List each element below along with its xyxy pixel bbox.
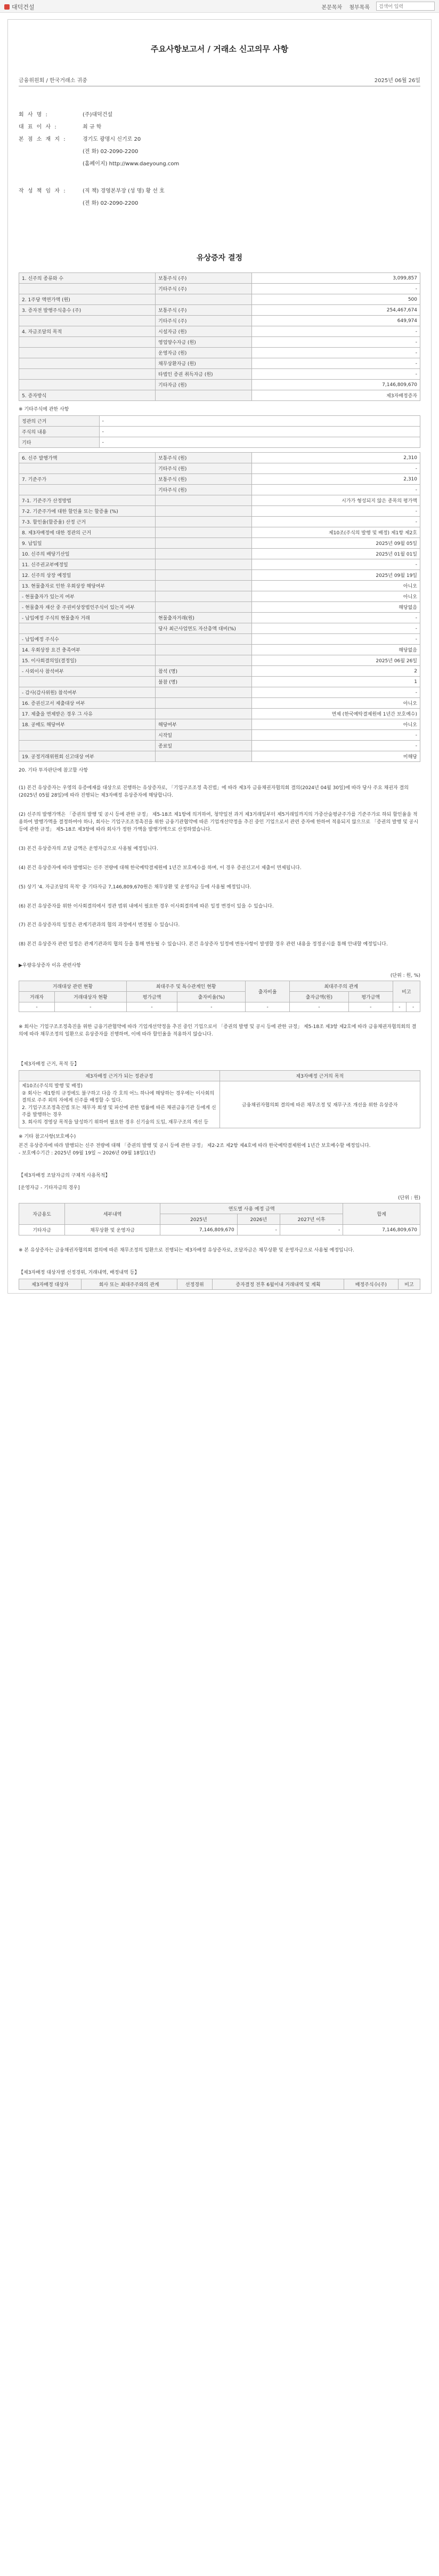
table-row <box>19 294 420 305</box>
row-label: 1. 신주의 종류와 수 <box>19 273 156 284</box>
section-title: 유상증자 결정 <box>196 254 243 262</box>
table-row <box>19 1279 420 1290</box>
other-stock-note: ※ 기타주식에 관한 사항 <box>19 407 69 412</box>
table-row <box>19 709 420 719</box>
row-sublabel: 보통주식 (원) <box>156 474 252 485</box>
info-row <box>19 157 420 169</box>
row-label <box>19 485 156 495</box>
row-value: - <box>99 427 420 437</box>
thirdparty-h: 제3자배정 근거가 되는 정관규정 <box>19 1071 220 1081</box>
row-label: 7-2. 기준주가에 대한 할인율 또는 할증율 (%) <box>19 506 156 517</box>
lockup-note: ※ 기타 참고사항(보호예수) <box>19 1134 76 1140</box>
related-table <box>19 981 420 1012</box>
table-row <box>19 305 420 316</box>
table-row <box>19 485 420 495</box>
row-sublabel <box>156 655 252 666</box>
table-row <box>19 538 420 549</box>
table-row <box>19 698 420 709</box>
table-row <box>19 687 420 698</box>
table-row <box>19 581 420 591</box>
row-value: 해당없음 <box>251 602 420 613</box>
table-row <box>19 549 420 559</box>
row-label <box>19 677 156 687</box>
report-dateline <box>19 76 420 84</box>
table-row <box>19 559 420 570</box>
related-h2: 평가금액 <box>126 992 177 1002</box>
row-sublabel <box>156 602 252 613</box>
table-cell: - <box>393 1002 407 1012</box>
row-sublabel: 타법인 증권 취득자금 (원) <box>156 369 252 380</box>
row-sublabel: 시작일 <box>156 730 252 741</box>
related-h: 출자비율 <box>246 981 290 1002</box>
funding-subtitle: [운영자금 - 기타자금의 경우] <box>19 1185 80 1191</box>
report-title: 주요사항보고서 / 거래소 신고의무 사항 <box>150 44 289 54</box>
row-value: - <box>251 326 420 337</box>
funding-h: 세부내역 <box>65 1203 160 1225</box>
row-sublabel: 기타주식 (주) <box>156 284 252 294</box>
row-sublabel <box>156 709 252 719</box>
row-sublabel <box>156 591 252 602</box>
row-sublabel <box>156 645 252 655</box>
row-value: - <box>251 517 420 527</box>
row-label <box>19 463 156 474</box>
info-value: (전 화) 02-2090-2200 <box>83 149 139 155</box>
row-value: - <box>251 369 420 380</box>
search-input[interactable] <box>376 2 435 11</box>
row-value: 7,146,809,670 <box>251 380 420 390</box>
row-label: 기타 <box>19 437 100 448</box>
other-stock-table <box>19 415 420 448</box>
row-label: 17. 제출을 면제받은 경우 그 사유 <box>19 709 156 719</box>
table-cell: 제3자배정 대상자 <box>19 1279 82 1290</box>
row-sublabel: 기타주식 (원) <box>156 463 252 474</box>
row-label: 19. 공정거래위원회 신고대상 여부 <box>19 751 156 762</box>
row-label: 16. 증권신고서 제출대상 여부 <box>19 698 156 709</box>
table-row <box>19 506 420 517</box>
row-value: - <box>251 613 420 623</box>
row-sublabel <box>156 390 252 401</box>
table-row <box>19 273 420 284</box>
viewer-title: 대덕건설 <box>4 3 35 11</box>
table-row <box>19 326 420 337</box>
row-value: 1 <box>251 677 420 687</box>
table-cell: 7,146,809,670 <box>343 1225 420 1235</box>
related-h: 비고 <box>393 981 420 1002</box>
recipient: 금융위원회 / 한국거래소 귀중 <box>19 78 87 84</box>
row-sublabel: 채무상환자금 (원) <box>156 358 252 369</box>
row-value: - <box>99 416 420 427</box>
info-label: 본 점 소 재 지 : <box>19 137 67 142</box>
row-sublabel <box>156 559 252 570</box>
row-label <box>19 337 156 348</box>
row-sublabel: 보통주식 (원) <box>156 453 252 463</box>
reference-paragraph: (4) 본건 유상증자에 따라 발행되는 신주 전량에 대해 한국예탁결제원에 1년간 보호예수를 하며, 이 경우 증권신고서 제출이 면제됩니다. <box>19 865 302 871</box>
row-value: 면제 (한국예탁결제원에 1년간 보호예수) <box>251 709 420 719</box>
row-label: 12. 신주의 상장 예정일 <box>19 570 156 581</box>
row-label: - 납입예정 주식수 <box>19 634 156 645</box>
row-label <box>19 623 156 634</box>
row-value: 제10조(주식의 발행 및 배정) 제1항 제2호 <box>251 527 420 538</box>
row-label: - 납입예정 주식의 현물출자 거래 <box>19 613 156 623</box>
row-label <box>19 730 156 741</box>
related-title: ▶우량유상증자 이유 관련사항 <box>19 963 81 969</box>
row-value: - <box>251 463 420 474</box>
row-label: 6. 신주 발행가액 <box>19 453 156 463</box>
funding-table <box>19 1203 420 1235</box>
reference-paragraph: (5) 상기 '4. 자금조달의 목적' 중 기타자금 7,146,809,670원은 채무상환 및 운영자금 등에 사용될 예정입니다. <box>19 884 251 890</box>
table-row <box>19 1225 420 1235</box>
table-row <box>19 348 420 358</box>
table-row <box>19 741 420 751</box>
table-row <box>19 645 420 655</box>
row-sublabel: 기타주식 (원) <box>156 485 252 495</box>
row-sublabel <box>156 751 252 762</box>
row-label <box>19 369 156 380</box>
row-value: - <box>251 284 420 294</box>
company-logo-icon <box>4 4 10 10</box>
allot-table <box>19 1279 420 1290</box>
reference-paragraph: (7) 본건 유상증자의 일정은 관계기관과의 협의 과정에서 변경될 수 있습니다. <box>19 922 180 928</box>
table-row <box>19 416 420 427</box>
row-value: 제3자배정증자 <box>251 390 420 401</box>
table-row <box>19 677 420 687</box>
row-label <box>19 316 156 326</box>
row-value: - <box>251 485 420 495</box>
row-value: - <box>251 730 420 741</box>
row-label: 14. 우회상장 요건 충족여부 <box>19 645 156 655</box>
row-label: - 감사(감사위원) 참석여부 <box>19 687 156 698</box>
row-label: 7-3. 할인율(할증율) 산정 근거 <box>19 517 156 527</box>
row-label: 9. 납입일 <box>19 538 156 549</box>
table-cell: 기타자금 <box>19 1225 65 1235</box>
funding-h: 자금용도 <box>19 1203 65 1225</box>
funding-h: 합계 <box>343 1203 420 1225</box>
table-row <box>19 751 420 762</box>
row-value: 3,099,857 <box>251 273 420 284</box>
funding-paragraph: ※ 본 유상증자는 금융채권자협의회 결의에 따른 채무조정의 일환으로 진행되는 제3자배정 유상증자로, 조달자금은 채무상환 및 운영자금으로 사용될 예정입니다. <box>19 1248 354 1254</box>
row-sublabel <box>156 581 252 591</box>
row-value: 2 <box>251 666 420 677</box>
info-label <box>19 196 83 208</box>
info-value: (직 책) 경영본부장 (성 명) 황 선 호 <box>83 188 165 194</box>
row-sublabel: 참석 (명) <box>156 666 252 677</box>
info-label <box>19 145 83 157</box>
row-value: - <box>251 506 420 517</box>
table-cell: - <box>289 1002 348 1012</box>
table-cell: - <box>177 1002 246 1012</box>
table-row <box>19 337 420 348</box>
table-cell: - <box>54 1002 126 1012</box>
reference-paragraph: (2) 신주의 발행가액은 「증권의 발행 및 공시 등에 관한 규정」 제5-18조 제1항에 의거하여, 청약일전 과거 제3거래일부터 제5거래일까지의 가중산술평균주가를 기준주가로 하되 할인율을 적용하여 발행가액을 결정하여야 하나, 회사는 기업구조조정촉진을 위한 금융기관협약에 따른 기업개선약정을 추진 중인 기업으로서 관련 증자에 한하여 적용되지 않으므로 「증권의 발행 및 공시 등에 관한 규정」 제5-18조 제3항에 따라 회사가 정한 가액을 발행가액으로 산정하였습니다. <box>19 812 419 832</box>
table-cell: - <box>407 1002 420 1012</box>
row-label: 4. 자금조달의 목적 <box>19 326 156 337</box>
related-h2: 출자비율(%) <box>177 992 246 1002</box>
row-label: - 사외이사 참석여부 <box>19 666 156 677</box>
row-sublabel <box>156 538 252 549</box>
row-label: 7-1. 기준주가 산정방법 <box>19 495 156 506</box>
table-row <box>19 463 420 474</box>
row-value: 500 <box>251 294 420 305</box>
row-sublabel <box>156 517 252 527</box>
info-row <box>19 120 420 132</box>
row-value: - <box>251 634 420 645</box>
table-cell: - <box>19 1002 55 1012</box>
table-cell: 증자결정 전후 6월이내 거래내역 및 계획 <box>213 1279 344 1290</box>
row-label: 주식의 내용 <box>19 427 100 437</box>
related-unit: (단위 : 원, %) <box>390 973 420 979</box>
row-sublabel: 불참 (명) <box>156 677 252 687</box>
reference-paragraph: (8) 본건 유상증자 관련 일정은 관계기관과의 협의 등을 통해 변동될 수 있습니다. 본건 유상증자 일정에 변동사항이 발생할 경우 관련 내용을 정정공시를 통해 안내할 예정입니다. <box>19 942 388 948</box>
row-sublabel: 운영자금 (원) <box>156 348 252 358</box>
row-value: 아니오 <box>251 581 420 591</box>
row-value: 2,310 <box>251 453 420 463</box>
row-sublabel: 현물출자거래(원) <box>156 613 252 623</box>
table-row <box>19 495 420 506</box>
table-cell: - <box>280 1225 343 1235</box>
viewer-toolbar <box>0 0 439 13</box>
row-sublabel: 종료일 <box>156 741 252 751</box>
table-cell: - <box>126 1002 177 1012</box>
issue-table <box>19 452 420 762</box>
info-label: 작 성 책 임 자 : <box>19 188 67 194</box>
row-label: - 현물출자 재산 중 주권비상장법인주식이 있는지 여부 <box>19 602 156 613</box>
row-sublabel <box>156 570 252 581</box>
row-value: - <box>251 337 420 348</box>
info-value: 경기도 광명시 신기로 20 <box>83 137 141 142</box>
row-value: 2025년 01월 01일 <box>251 549 420 559</box>
related-h2: 출자금액(원) <box>289 992 348 1002</box>
row-sublabel <box>156 698 252 709</box>
row-label: 18. 공매도 해당여부 <box>19 719 156 730</box>
reference-paragraph: (1) 본건 유상증자는 우영의 유증에재를 대상으로 진행하는 유상증자로, 「기업구조조정 촉진법」에 따라 제3자 금융채권자협의회 결의(2024년 04월 30일)에 따라 당사 주요 채권자 결의(2025년 05월 28일)에 따라 진행되는 제3자배정 유상증자에 해당합니다. <box>19 785 409 798</box>
lockup-paragraph: 본건 유상증자에 따라 발행되는 신주 전량에 대해 「증권의 발행 및 공시 등에 관한 규정」 제2-2조 제2항 제4호에 따라 한국예탁결제원에 1년간 보호예수할 예정입니다. - 보호예수기간 : 2025년 09월 19일 ~ 2026년 09월 18일(1년) <box>19 1143 371 1157</box>
row-label: 11. 신주권교부예정일 <box>19 559 156 570</box>
row-label: 정관의 근거 <box>19 416 100 427</box>
table-cell: 배정주식수(주) <box>344 1279 398 1290</box>
funding-h2: 2027년 이후 <box>280 1214 343 1225</box>
related-h: 최대주주 및 특수관계인 현황 <box>126 981 246 992</box>
row-value: - <box>251 623 420 634</box>
row-value: 2025년 09월 05일 <box>251 538 420 549</box>
report-date: 2025년 06월 26일 <box>374 78 420 84</box>
info-label: 대 표 이 사 : <box>19 124 58 130</box>
table-row <box>19 655 420 666</box>
table-row <box>19 316 420 326</box>
table-cell: 선정경위 <box>177 1279 212 1290</box>
table-cell: 7,146,809,670 <box>160 1225 238 1235</box>
row-value: - <box>99 437 420 448</box>
reference-paragraphs <box>19 785 420 949</box>
allotment-purpose: 금융채권자협의회 결의에 따른 채무조정 및 재무구조 개선을 위한 유상증자 <box>220 1081 420 1128</box>
related-paragraph: ※ 회사는 기업구조조정촉진을 위한 금융기관협약에 따라 기업개선약정을 추진 중인 기업으로서 「증권의 발행 및 공시 등에 관한 규정」 제5-18조 제3항 제2호에 따라 금융채권자협의회의 결의에 따라 채무조정의 일환으로 유상증자를 진행하며, 이에 따라 할인율을 적용하지 않습니다. <box>19 1024 417 1038</box>
capital-table <box>19 272 420 401</box>
row-value: - <box>251 358 420 369</box>
reference-note: 20. 기타 투자판단에 참고할 사항 <box>19 768 88 773</box>
funding-h2: 2025년 <box>160 1214 238 1225</box>
row-value: 아니오 <box>251 719 420 730</box>
table-row <box>19 591 420 602</box>
table-row <box>19 1002 420 1012</box>
table-row <box>19 719 420 730</box>
related-h2: 평가금액 <box>348 992 393 1002</box>
row-sublabel: 해당여부 <box>156 719 252 730</box>
funding-h: 연도별 사용 예정 금액 <box>160 1203 343 1214</box>
info-row <box>19 196 420 208</box>
table-cell: - <box>237 1225 280 1235</box>
table-cell: - <box>246 1002 290 1012</box>
row-value: 미해당 <box>251 751 420 762</box>
row-value: 아니오 <box>251 591 420 602</box>
allot-title: 【제3자배정 대상자별 선정경위, 거래내역, 배정내역 등】 <box>19 1270 140 1275</box>
table-row <box>19 390 420 401</box>
row-value: - <box>251 741 420 751</box>
reference-paragraph: (3) 본건 유상증자의 조달 금액은 운영자금으로 사용될 예정입니다. <box>19 846 158 852</box>
row-label <box>19 348 156 358</box>
table-row <box>19 527 420 538</box>
table-row <box>19 453 420 463</box>
table-cell: 채무상환 및 운영자금 <box>65 1225 160 1235</box>
row-value: 2025년 09월 19일 <box>251 570 420 581</box>
document-body <box>7 19 432 1294</box>
related-h2: 거래대상자 현황 <box>54 992 126 1002</box>
row-sublabel <box>156 495 252 506</box>
row-value: 2025년 06월 26일 <box>251 655 420 666</box>
row-label: - 현물출자가 있는지 여부 <box>19 591 156 602</box>
table-cell: 비고 <box>398 1279 420 1290</box>
row-value: 시가가 형성되지 않은 종목의 평가액 <box>251 495 420 506</box>
contact-info <box>19 184 420 208</box>
reference-paragraph: (6) 본건 유상증자를 위한 이사회결의에서 정관 범위 내에서 필요한 경우 이사회결의에 따른 일정 변경이 있을 수 있습니다. <box>19 903 274 909</box>
row-sublabel <box>156 687 252 698</box>
row-sublabel: 보통주식 (주) <box>156 273 252 284</box>
row-label: 15. 이사회결의일(결정일) <box>19 655 156 666</box>
company-info <box>19 108 420 169</box>
table-row <box>19 358 420 369</box>
table-cell: - <box>348 1002 393 1012</box>
table-row <box>19 380 420 390</box>
table-row <box>19 613 420 623</box>
row-sublabel <box>156 549 252 559</box>
funding-unit: (단위 : 원) <box>398 1195 420 1201</box>
related-h2: 거래자 <box>19 992 55 1002</box>
related-h: 최대주주의 관계 <box>289 981 393 992</box>
row-value: - <box>251 687 420 698</box>
row-sublabel: 기타주식 (주) <box>156 316 252 326</box>
row-label: 3. 증자전 발행주식총수 (주) <box>19 305 156 316</box>
table-row <box>19 570 420 581</box>
row-value: - <box>251 559 420 570</box>
row-label: 8. 제3자배정에 대한 정관의 근거 <box>19 527 156 538</box>
info-row <box>19 108 420 120</box>
info-row <box>19 132 420 145</box>
row-label <box>19 358 156 369</box>
row-label: 7. 기준주가 <box>19 474 156 485</box>
info-row <box>19 145 420 157</box>
row-label <box>19 284 156 294</box>
viewer-links <box>316 3 370 11</box>
table-row <box>19 730 420 741</box>
thirdparty-h: 제3자배정 근거의 목적 <box>220 1071 420 1081</box>
table-row <box>19 369 420 380</box>
row-sublabel: 시설자금 (원) <box>156 326 252 337</box>
row-value: 649,974 <box>251 316 420 326</box>
table-row <box>19 666 420 677</box>
table-row <box>19 427 420 437</box>
info-value: (홈페이지) http://www.daeyoung.com <box>83 161 180 167</box>
row-value: 아니오 <box>251 698 420 709</box>
row-sublabel: 영업양수자금 (원) <box>156 337 252 348</box>
row-label: 13. 현물출자로 인한 우회상장 해당여부 <box>19 581 156 591</box>
info-value: (전 화) 02-2090-2200 <box>83 200 139 206</box>
table-row <box>19 437 420 448</box>
table-row <box>19 623 420 634</box>
row-sublabel <box>156 527 252 538</box>
row-label: 2. 1주당 액면가액 (원) <box>19 294 156 305</box>
thirdparty-title: 【제3자배정 근거, 목적 등】 <box>19 1062 79 1068</box>
row-value: - <box>251 348 420 358</box>
related-h: 거래대상 관련 현황 <box>19 981 127 992</box>
info-label <box>19 157 83 169</box>
row-value: 해당없음 <box>251 645 420 655</box>
table-row <box>19 517 420 527</box>
row-label <box>19 380 156 390</box>
table-row <box>19 284 420 294</box>
table-row <box>19 602 420 613</box>
row-label <box>19 741 156 751</box>
info-row <box>19 184 420 196</box>
contents-link[interactable]: 본문목차 <box>321 5 343 11</box>
row-value: 254,467,674 <box>251 305 420 316</box>
row-sublabel <box>156 506 252 517</box>
row-label: 10. 신주의 배당기산일 <box>19 549 156 559</box>
row-sublabel: 보통주식 (주) <box>156 305 252 316</box>
table-row <box>19 634 420 645</box>
row-sublabel: 기타자금 (원) <box>156 380 252 390</box>
row-label: 5. 증자방식 <box>19 390 156 401</box>
info-value: 최 규 학 <box>83 124 102 130</box>
articles-clause: 제10조(주식의 발행 및 배정) ② 회사는 제1항의 규정에도 불구하고 다음 각 호의 어느 하나에 해당하는 경우에는 이사회의 결의로 주주 외의 자에게 신주를 배정할 수 있다. 2. 기업구조조정촉진법 또는 채무자 회생 및 파산에 관한 법률에 따른 채권금융기관 등에게 신주를 발행하는 경우 3. 회사의 경영상 목적을 달성하기 위하여 필요한 경우 신기술의 도입, 재무구조의 개선 등 <box>19 1081 220 1128</box>
table-cell: 회사 또는 최대주주와의 관계 <box>81 1279 177 1290</box>
info-value: (주)대덕건설 <box>83 112 113 118</box>
row-value: 2,310 <box>251 474 420 485</box>
attachments-link[interactable]: 첨부목록 <box>349 5 370 11</box>
info-label: 회 사 명 : <box>19 112 48 118</box>
table-row <box>19 474 420 485</box>
funding-title: 【제3자배정 조달자금의 구체적 사용목적】 <box>19 1173 110 1179</box>
funding-h2: 2026년 <box>237 1214 280 1225</box>
row-sublabel: 당사 최근사업연도 자산총액 대비(%) <box>156 623 252 634</box>
row-sublabel <box>156 634 252 645</box>
row-sublabel <box>156 294 252 305</box>
thirdparty-table <box>19 1070 420 1128</box>
